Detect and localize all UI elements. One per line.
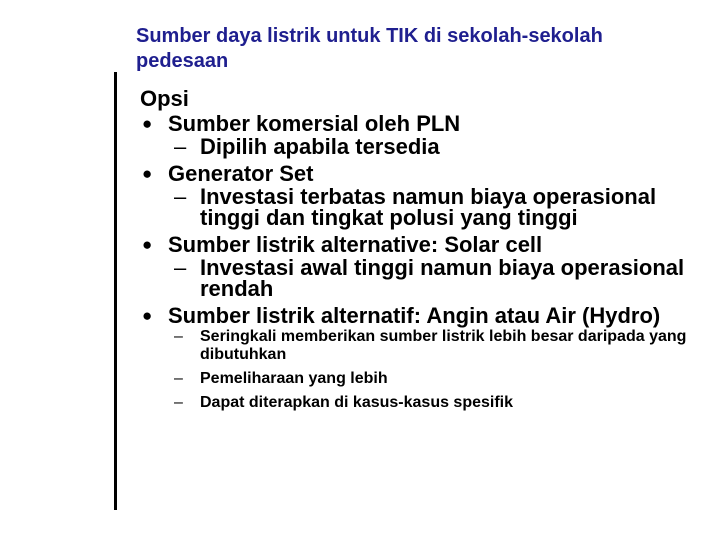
- slide-title: Sumber daya listrik untuk TIK di sekolah-sekolah pedesaan: [136, 25, 603, 72]
- bullet-icon: ●: [142, 306, 153, 325]
- sub-item-text: Dipilih apabila tersedia: [200, 134, 440, 159]
- bullet-icon: ●: [142, 235, 153, 254]
- sub-item: [140, 136, 720, 157]
- sub-item: [140, 394, 720, 412]
- sub-item-text: Pemeliharaan yang lebih: [200, 370, 388, 387]
- bullet-item: [140, 161, 720, 186]
- dash-icon: –: [174, 134, 187, 159]
- bullet-icon: ●: [142, 114, 153, 133]
- dash-icon: –: [174, 394, 183, 411]
- sub-item-text: Investasi awal tinggi namun biaya operasional rendah: [200, 255, 685, 301]
- sub-item: [140, 328, 720, 364]
- sub-item: [140, 257, 720, 299]
- sub-item: [140, 186, 720, 228]
- bullet-text: Sumber komersial oleh PLN: [168, 111, 461, 136]
- bullet-icon: ●: [142, 164, 153, 183]
- bullet-text: Generator Set: [168, 161, 314, 186]
- dash-icon: –: [174, 370, 183, 387]
- slide-body: [140, 86, 720, 418]
- bullet-item: [140, 232, 720, 257]
- vertical-divider: [114, 72, 117, 510]
- dash-icon: –: [174, 255, 187, 280]
- bullet-text: Sumber listrik alternatif: Angin atau Air (Hydro): [168, 303, 661, 328]
- bullet-item: [140, 111, 720, 136]
- sub-item-text: Seringkali memberikan sumber listrik lebih besar daripada yang dibutuhkan: [200, 328, 687, 363]
- dash-icon: –: [174, 184, 187, 209]
- bullet-item: [140, 303, 720, 328]
- sub-item: [140, 370, 720, 388]
- dash-icon: –: [174, 328, 183, 345]
- sub-item-text: Dapat diterapkan di kasus-kasus spesifik: [200, 394, 514, 411]
- bullet-text: Sumber listrik alternative: Solar cell: [168, 232, 543, 257]
- lead-heading: Opsi: [140, 86, 189, 111]
- sub-item-text: Investasi terbatas namun biaya operasional tinggi dan tingkat polusi yang tinggi: [200, 184, 657, 230]
